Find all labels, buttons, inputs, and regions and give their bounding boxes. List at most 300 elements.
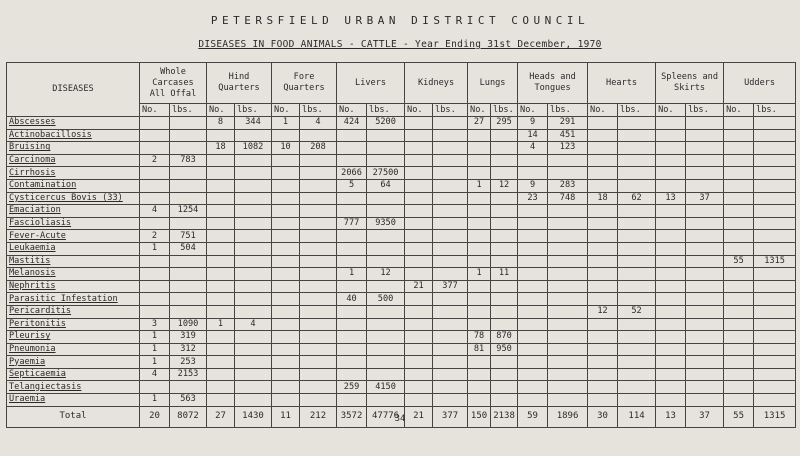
weight-cell bbox=[170, 255, 207, 268]
weight-cell bbox=[491, 394, 518, 407]
count-cell bbox=[588, 268, 618, 281]
count-cell bbox=[272, 179, 300, 192]
subheader-no: No. bbox=[405, 104, 433, 117]
weight-cell bbox=[548, 154, 588, 167]
page-title: PETERSFIELD URBAN DISTRICT COUNCIL bbox=[210, 14, 590, 27]
weight-cell bbox=[491, 205, 518, 218]
count-cell bbox=[272, 293, 300, 306]
weight-cell bbox=[367, 280, 405, 293]
weight-cell: 1315 bbox=[754, 255, 796, 268]
count-cell bbox=[405, 217, 433, 230]
weight-cell bbox=[754, 293, 796, 306]
weight-cell bbox=[686, 356, 724, 369]
count-cell bbox=[588, 154, 618, 167]
count-cell bbox=[405, 230, 433, 243]
weight-cell bbox=[300, 179, 337, 192]
weight-cell bbox=[754, 394, 796, 407]
weight-cell: 500 bbox=[367, 293, 405, 306]
weight-cell bbox=[235, 255, 272, 268]
weight-cell bbox=[433, 205, 468, 218]
header-kidneys: Kidneys bbox=[405, 63, 468, 104]
count-cell bbox=[724, 368, 754, 381]
count-cell bbox=[656, 268, 686, 281]
count-cell bbox=[518, 205, 548, 218]
count-cell bbox=[405, 255, 433, 268]
disease-name: Contamination bbox=[7, 179, 140, 192]
count-cell bbox=[656, 305, 686, 318]
count-cell bbox=[140, 179, 170, 192]
count-cell bbox=[337, 305, 367, 318]
count-cell bbox=[518, 280, 548, 293]
count-cell bbox=[724, 129, 754, 142]
weight-cell bbox=[754, 205, 796, 218]
weight-cell bbox=[491, 167, 518, 180]
count-cell bbox=[468, 167, 491, 180]
count-cell: 13 bbox=[656, 406, 686, 427]
weight-cell bbox=[170, 117, 207, 130]
count-cell bbox=[468, 394, 491, 407]
weight-cell bbox=[491, 217, 518, 230]
disease-name: Uraemia bbox=[7, 394, 140, 407]
subheader-no: No. bbox=[272, 104, 300, 117]
weight-cell bbox=[754, 268, 796, 281]
count-cell: 9 bbox=[518, 179, 548, 192]
weight-cell bbox=[618, 368, 656, 381]
count-cell bbox=[272, 305, 300, 318]
weight-cell bbox=[433, 242, 468, 255]
weight-cell bbox=[548, 293, 588, 306]
disease-name: Bruising bbox=[7, 142, 140, 155]
weight-cell bbox=[235, 179, 272, 192]
count-cell bbox=[337, 356, 367, 369]
weight-cell bbox=[491, 192, 518, 205]
count-cell: 18 bbox=[588, 192, 618, 205]
count-cell bbox=[207, 179, 235, 192]
count-cell: 55 bbox=[724, 406, 754, 427]
header-livers: Livers bbox=[337, 63, 405, 104]
count-cell bbox=[588, 242, 618, 255]
count-cell bbox=[272, 280, 300, 293]
weight-cell bbox=[754, 305, 796, 318]
table-row bbox=[7, 293, 796, 306]
count-cell bbox=[140, 255, 170, 268]
weight-cell bbox=[235, 129, 272, 142]
count-cell bbox=[724, 242, 754, 255]
count-cell: 13 bbox=[656, 192, 686, 205]
count-cell bbox=[588, 368, 618, 381]
weight-cell: 504 bbox=[170, 242, 207, 255]
count-cell bbox=[468, 318, 491, 331]
table-row bbox=[7, 117, 796, 130]
count-cell bbox=[207, 129, 235, 142]
count-cell: 10 bbox=[272, 142, 300, 155]
header-diseases: DISEASES bbox=[7, 63, 140, 117]
count-cell: 1 bbox=[337, 268, 367, 281]
weight-cell bbox=[170, 192, 207, 205]
weight-cell bbox=[433, 167, 468, 180]
weight-cell bbox=[235, 343, 272, 356]
weight-cell bbox=[491, 318, 518, 331]
count-cell bbox=[405, 142, 433, 155]
weight-cell bbox=[170, 142, 207, 155]
count-cell bbox=[207, 255, 235, 268]
count-cell bbox=[337, 242, 367, 255]
weight-cell: 12 bbox=[367, 268, 405, 281]
count-cell bbox=[207, 280, 235, 293]
disease-name: Total bbox=[7, 406, 140, 427]
weight-cell: 344 bbox=[235, 117, 272, 130]
weight-cell bbox=[618, 381, 656, 394]
weight-cell bbox=[235, 268, 272, 281]
weight-cell bbox=[686, 318, 724, 331]
count-cell bbox=[724, 142, 754, 155]
count-cell: 27 bbox=[207, 406, 235, 427]
count-cell: 81 bbox=[468, 343, 491, 356]
header-heads-tongues: Heads and Tongues bbox=[518, 63, 588, 104]
count-cell bbox=[656, 179, 686, 192]
weight-cell bbox=[235, 230, 272, 243]
disease-name: Pleurisy bbox=[7, 331, 140, 344]
count-cell: 5 bbox=[337, 179, 367, 192]
count-cell bbox=[724, 217, 754, 230]
count-cell: 12 bbox=[588, 305, 618, 318]
weight-cell: 870 bbox=[491, 331, 518, 344]
weight-cell bbox=[491, 381, 518, 394]
header-spleens-skirts: Spleens and Skirts bbox=[656, 63, 724, 104]
weight-cell bbox=[235, 394, 272, 407]
count-cell bbox=[272, 381, 300, 394]
count-cell bbox=[207, 343, 235, 356]
weight-cell bbox=[235, 167, 272, 180]
weight-cell bbox=[433, 192, 468, 205]
weight-cell: 37 bbox=[686, 192, 724, 205]
weight-cell bbox=[618, 217, 656, 230]
count-cell bbox=[724, 305, 754, 318]
count-cell: 27 bbox=[468, 117, 491, 130]
weight-cell bbox=[433, 142, 468, 155]
count-cell bbox=[207, 154, 235, 167]
weight-cell bbox=[491, 255, 518, 268]
weight-cell bbox=[754, 230, 796, 243]
count-cell bbox=[518, 154, 548, 167]
disease-name: Melanosis bbox=[7, 268, 140, 281]
weight-cell bbox=[618, 167, 656, 180]
weight-cell: 12 bbox=[491, 179, 518, 192]
weight-cell bbox=[548, 305, 588, 318]
weight-cell bbox=[433, 179, 468, 192]
count-cell bbox=[337, 154, 367, 167]
weight-cell bbox=[754, 117, 796, 130]
count-cell bbox=[405, 368, 433, 381]
weight-cell bbox=[300, 268, 337, 281]
count-cell: 9 bbox=[518, 117, 548, 130]
table-row bbox=[7, 356, 796, 369]
weight-cell bbox=[754, 167, 796, 180]
count-cell bbox=[405, 356, 433, 369]
table-row bbox=[7, 154, 796, 167]
table-row bbox=[7, 179, 796, 192]
weight-cell: 312 bbox=[170, 343, 207, 356]
disease-name: Peritonitis bbox=[7, 318, 140, 331]
count-cell bbox=[724, 318, 754, 331]
weight-cell bbox=[300, 343, 337, 356]
weight-cell: 1896 bbox=[548, 406, 588, 427]
subheader-no: No. bbox=[724, 104, 754, 117]
count-cell bbox=[518, 293, 548, 306]
count-cell bbox=[724, 179, 754, 192]
weight-cell bbox=[367, 129, 405, 142]
weight-cell bbox=[235, 331, 272, 344]
count-cell bbox=[724, 331, 754, 344]
weight-cell bbox=[548, 217, 588, 230]
count-cell bbox=[518, 318, 548, 331]
weight-cell bbox=[618, 129, 656, 142]
count-cell bbox=[588, 129, 618, 142]
table-row bbox=[7, 318, 796, 331]
count-cell bbox=[468, 192, 491, 205]
weight-cell bbox=[300, 154, 337, 167]
count-cell: 1 bbox=[468, 179, 491, 192]
count-cell bbox=[272, 318, 300, 331]
weight-cell bbox=[433, 318, 468, 331]
weight-cell bbox=[618, 154, 656, 167]
subheader-lbs: lbs. bbox=[367, 104, 405, 117]
disease-name: Abscesses bbox=[7, 117, 140, 130]
subheader-lbs: lbs. bbox=[300, 104, 337, 117]
weight-cell bbox=[367, 192, 405, 205]
weight-cell bbox=[618, 318, 656, 331]
weight-cell bbox=[618, 179, 656, 192]
weight-cell: 123 bbox=[548, 142, 588, 155]
weight-cell bbox=[686, 117, 724, 130]
table-row bbox=[7, 242, 796, 255]
weight-cell: 950 bbox=[491, 343, 518, 356]
weight-cell bbox=[491, 293, 518, 306]
header-hind-quarters: Hind Quarters bbox=[207, 63, 272, 104]
weight-cell bbox=[300, 205, 337, 218]
count-cell bbox=[140, 129, 170, 142]
weight-cell bbox=[433, 305, 468, 318]
page-subtitle: DISEASES IN FOOD ANIMALS - CATTLE - Year Ending 31st December, 1970 bbox=[198, 39, 602, 50]
count-cell: 21 bbox=[405, 280, 433, 293]
weight-cell bbox=[754, 381, 796, 394]
count-cell bbox=[656, 343, 686, 356]
weight-cell bbox=[686, 343, 724, 356]
weight-cell bbox=[433, 381, 468, 394]
count-cell bbox=[588, 356, 618, 369]
count-cell: 2 bbox=[140, 154, 170, 167]
weight-cell bbox=[235, 217, 272, 230]
count-cell bbox=[468, 154, 491, 167]
weight-cell bbox=[433, 293, 468, 306]
count-cell bbox=[588, 318, 618, 331]
count-cell bbox=[724, 205, 754, 218]
weight-cell: 253 bbox=[170, 356, 207, 369]
count-cell bbox=[724, 343, 754, 356]
count-cell bbox=[656, 255, 686, 268]
weight-cell bbox=[433, 230, 468, 243]
count-cell: 4 bbox=[140, 368, 170, 381]
count-cell bbox=[140, 293, 170, 306]
count-cell bbox=[588, 280, 618, 293]
weight-cell bbox=[754, 318, 796, 331]
weight-cell: 27500 bbox=[367, 167, 405, 180]
count-cell bbox=[337, 280, 367, 293]
count-cell bbox=[518, 230, 548, 243]
weight-cell bbox=[433, 129, 468, 142]
weight-cell bbox=[367, 242, 405, 255]
count-cell: 1 bbox=[468, 268, 491, 281]
weight-cell bbox=[170, 217, 207, 230]
weight-cell bbox=[235, 305, 272, 318]
weight-cell bbox=[235, 293, 272, 306]
weight-cell: 291 bbox=[548, 117, 588, 130]
weight-cell bbox=[491, 242, 518, 255]
count-cell bbox=[405, 331, 433, 344]
weight-cell bbox=[686, 242, 724, 255]
weight-cell: 11 bbox=[491, 268, 518, 281]
count-cell bbox=[468, 356, 491, 369]
count-cell bbox=[405, 293, 433, 306]
count-cell bbox=[272, 192, 300, 205]
weight-cell bbox=[686, 154, 724, 167]
weight-cell bbox=[235, 192, 272, 205]
count-cell bbox=[518, 268, 548, 281]
count-cell bbox=[656, 154, 686, 167]
weight-cell: 62 bbox=[618, 192, 656, 205]
disease-name: Leukaemia bbox=[7, 242, 140, 255]
weight-cell bbox=[686, 129, 724, 142]
weight-cell bbox=[686, 331, 724, 344]
weight-cell: 783 bbox=[170, 154, 207, 167]
count-cell bbox=[140, 305, 170, 318]
weight-cell bbox=[170, 268, 207, 281]
weight-cell bbox=[433, 368, 468, 381]
weight-cell bbox=[367, 331, 405, 344]
weight-cell bbox=[367, 394, 405, 407]
count-cell bbox=[656, 368, 686, 381]
count-cell bbox=[405, 179, 433, 192]
header-fore-quarters: Fore Quarters bbox=[272, 63, 337, 104]
count-cell bbox=[207, 368, 235, 381]
count-cell bbox=[140, 217, 170, 230]
count-cell bbox=[518, 381, 548, 394]
count-cell bbox=[272, 255, 300, 268]
table-row bbox=[7, 205, 796, 218]
subheader-no: No. bbox=[468, 104, 491, 117]
count-cell bbox=[656, 205, 686, 218]
page-number: 34 bbox=[394, 414, 406, 424]
count-cell bbox=[468, 217, 491, 230]
weight-cell: 4 bbox=[300, 117, 337, 130]
weight-cell bbox=[170, 280, 207, 293]
count-cell bbox=[405, 394, 433, 407]
count-cell bbox=[656, 117, 686, 130]
weight-cell bbox=[754, 154, 796, 167]
weight-cell: 295 bbox=[491, 117, 518, 130]
weight-cell bbox=[235, 356, 272, 369]
count-cell: 1 bbox=[207, 318, 235, 331]
count-cell bbox=[588, 331, 618, 344]
weight-cell bbox=[170, 129, 207, 142]
weight-cell bbox=[170, 293, 207, 306]
weight-cell bbox=[686, 305, 724, 318]
weight-cell bbox=[367, 305, 405, 318]
weight-cell bbox=[686, 293, 724, 306]
count-cell bbox=[405, 268, 433, 281]
weight-cell bbox=[367, 230, 405, 243]
weight-cell bbox=[686, 280, 724, 293]
weight-cell: 1430 bbox=[235, 406, 272, 427]
weight-cell bbox=[170, 179, 207, 192]
count-cell bbox=[272, 368, 300, 381]
weight-cell bbox=[618, 230, 656, 243]
weight-cell bbox=[754, 192, 796, 205]
count-cell bbox=[518, 368, 548, 381]
disease-name: Pericarditis bbox=[7, 305, 140, 318]
count-cell bbox=[337, 230, 367, 243]
weight-cell bbox=[686, 381, 724, 394]
weight-cell bbox=[548, 255, 588, 268]
table-row bbox=[7, 129, 796, 142]
weight-cell bbox=[433, 268, 468, 281]
weight-cell bbox=[367, 205, 405, 218]
weight-cell bbox=[433, 154, 468, 167]
count-cell bbox=[588, 117, 618, 130]
table-row bbox=[7, 368, 796, 381]
weight-cell: 4 bbox=[235, 318, 272, 331]
count-cell bbox=[656, 394, 686, 407]
weight-cell: 52 bbox=[618, 305, 656, 318]
count-cell bbox=[656, 356, 686, 369]
subheader-no: No. bbox=[207, 104, 235, 117]
count-cell bbox=[588, 381, 618, 394]
weight-cell bbox=[300, 230, 337, 243]
weight-cell bbox=[300, 255, 337, 268]
weight-cell bbox=[754, 129, 796, 142]
count-cell: 150 bbox=[468, 406, 491, 427]
count-cell bbox=[518, 217, 548, 230]
count-cell bbox=[405, 167, 433, 180]
weight-cell bbox=[367, 368, 405, 381]
disease-name: Cirrhosis bbox=[7, 167, 140, 180]
count-cell bbox=[272, 356, 300, 369]
subheader-no: No. bbox=[518, 104, 548, 117]
count-cell bbox=[207, 356, 235, 369]
weight-cell: 2138 bbox=[491, 406, 518, 427]
weight-cell bbox=[300, 217, 337, 230]
count-cell bbox=[405, 381, 433, 394]
weight-cell bbox=[491, 356, 518, 369]
count-cell bbox=[337, 129, 367, 142]
header-whole-carcases: Whole Carcases All Offal bbox=[140, 63, 207, 104]
subheader-lbs: lbs. bbox=[170, 104, 207, 117]
weight-cell bbox=[548, 394, 588, 407]
weight-cell bbox=[433, 217, 468, 230]
weight-cell: 563 bbox=[170, 394, 207, 407]
weight-cell bbox=[754, 356, 796, 369]
weight-cell bbox=[367, 356, 405, 369]
count-cell bbox=[518, 242, 548, 255]
weight-cell bbox=[754, 280, 796, 293]
weight-cell bbox=[618, 242, 656, 255]
weight-cell bbox=[433, 394, 468, 407]
weight-cell: 208 bbox=[300, 142, 337, 155]
weight-cell bbox=[491, 154, 518, 167]
weight-cell bbox=[548, 242, 588, 255]
weight-cell bbox=[548, 381, 588, 394]
count-cell: 21 bbox=[405, 406, 433, 427]
